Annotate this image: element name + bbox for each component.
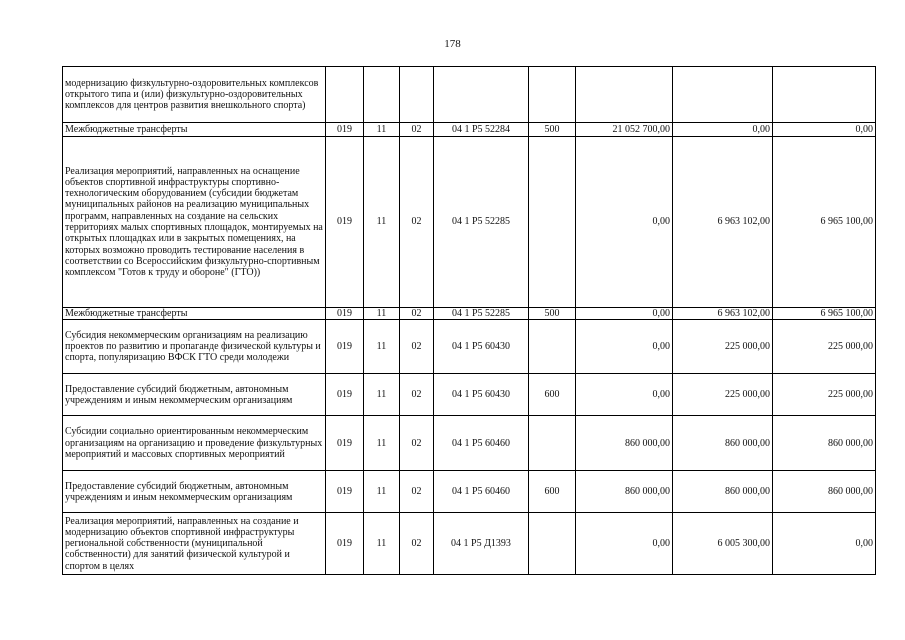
table-row [63,320,876,374]
grbs-code-cell: 019 [326,374,364,416]
expense-type-cell [529,67,576,123]
grbs-code-cell: 019 [326,416,364,471]
amount-year1-cell: 0,00 [576,137,673,308]
amount-year3-cell: 225 000,00 [773,320,876,374]
section-code-cell: 11 [364,374,400,416]
subsection-code-cell [400,67,434,123]
row-name-cell: Реализация мероприятий, направленных на создание и модернизацию объектов спортивной инфраструктуры региональной собственности (муниципальной собственности) для занятий физической культурой и спортом в целях [63,513,326,575]
row-name-cell: Реализация мероприятий, направленных на оснащение объектов спортивной инфраструктуры спортивно-технологическим оборудованием (субсидии бюджетам муниципальных районов на реализацию муниципальных программ, направленных на создание на сельских территориях малых спортивных площадок, монтируемых на открытых площадках или в закрытых помещениях, на которых возможно проводить тестирование населения в соответствии со Всероссийским физкультурно-спортивным комплексом "Готов к труду и обороне" (ГТО)) [63,137,326,308]
amount-year1-cell [576,67,673,123]
table-row [63,123,876,137]
amount-year2-cell: 0,00 [673,123,773,137]
row-name-cell: Субсидия некоммерческим организациям на реализацию проектов по развитию и пропаганде физической культуры и спорта, популяризацию ВФСК ГТО среди молодежи [63,320,326,374]
section-code-cell: 11 [364,471,400,513]
amount-year2-cell: 6 963 102,00 [673,308,773,320]
row-name-cell: Предоставление субсидий бюджетным, автономным учреждениям и иным некоммерческим организациям [63,471,326,513]
page-number: 178 [444,38,461,50]
expense-type-cell: 600 [529,471,576,513]
amount-year2-cell: 860 000,00 [673,416,773,471]
subsection-code-cell: 02 [400,471,434,513]
table-row [63,308,876,320]
table-row [63,137,876,308]
subsection-code-cell: 02 [400,308,434,320]
table-row [63,416,876,471]
amount-year3-cell: 860 000,00 [773,471,876,513]
row-name-cell: Межбюджетные трансферты [63,123,326,137]
expense-type-cell: 500 [529,308,576,320]
grbs-code-cell: 019 [326,123,364,137]
row-name-cell: Предоставление субсидий бюджетным, автономным учреждениям и иным некоммерческим организациям [63,374,326,416]
table-row [63,374,876,416]
target-article-cell: 04 1 Р5 60430 [434,320,529,374]
amount-year2-cell [673,67,773,123]
section-code-cell: 11 [364,416,400,471]
subsection-code-cell: 02 [400,513,434,575]
expense-type-cell [529,320,576,374]
amount-year1-cell: 0,00 [576,308,673,320]
row-name-cell: модернизацию физкультурно-оздоровительных комплексов открытого типа и (или) физкультурно-оздоровительных комплексов для центров развития внешкольного спорта) [63,67,326,123]
target-article-cell: 04 1 Р5 60460 [434,416,529,471]
amount-year3-cell: 860 000,00 [773,416,876,471]
section-code-cell: 11 [364,513,400,575]
amount-year3-cell: 0,00 [773,123,876,137]
amount-year1-cell: 0,00 [576,513,673,575]
amount-year3-cell [773,67,876,123]
grbs-code-cell: 019 [326,471,364,513]
amount-year2-cell: 6 005 300,00 [673,513,773,575]
amount-year2-cell: 225 000,00 [673,320,773,374]
amount-year1-cell: 860 000,00 [576,471,673,513]
grbs-code-cell: 019 [326,513,364,575]
grbs-code-cell: 019 [326,320,364,374]
target-article-cell: 04 1 Р5 Д1393 [434,513,529,575]
amount-year1-cell: 21 052 700,00 [576,123,673,137]
table-body [63,67,876,575]
subsection-code-cell: 02 [400,416,434,471]
amount-year2-cell: 860 000,00 [673,471,773,513]
subsection-code-cell: 02 [400,374,434,416]
expense-type-cell [529,513,576,575]
amount-year1-cell: 0,00 [576,320,673,374]
subsection-code-cell: 02 [400,123,434,137]
amount-year3-cell: 0,00 [773,513,876,575]
expense-type-cell [529,416,576,471]
target-article-cell: 04 1 Р5 60460 [434,471,529,513]
section-code-cell [364,67,400,123]
target-article-cell: 04 1 Р5 60430 [434,374,529,416]
table-row [63,513,876,575]
amount-year1-cell: 0,00 [576,374,673,416]
grbs-code-cell: 019 [326,308,364,320]
section-code-cell: 11 [364,137,400,308]
row-name-cell: Межбюджетные трансферты [63,308,326,320]
expense-type-cell [529,137,576,308]
expense-type-cell: 500 [529,123,576,137]
table-row [63,471,876,513]
table-row [63,67,876,123]
section-code-cell: 11 [364,320,400,374]
amount-year3-cell: 225 000,00 [773,374,876,416]
target-article-cell: 04 1 Р5 52285 [434,308,529,320]
row-name-cell: Субсидии социально ориентированным некоммерческим организациям на организацию и проведение физкультурных мероприятий и массовых спортивных мероприятий [63,416,326,471]
target-article-cell [434,67,529,123]
target-article-cell: 04 1 Р5 52284 [434,123,529,137]
subsection-code-cell: 02 [400,320,434,374]
amount-year1-cell: 860 000,00 [576,416,673,471]
section-code-cell: 11 [364,308,400,320]
amount-year2-cell: 6 963 102,00 [673,137,773,308]
grbs-code-cell: 019 [326,137,364,308]
section-code-cell: 11 [364,123,400,137]
grbs-code-cell [326,67,364,123]
amount-year3-cell: 6 965 100,00 [773,137,876,308]
subsection-code-cell: 02 [400,137,434,308]
budget-table [62,66,876,575]
amount-year2-cell: 225 000,00 [673,374,773,416]
expense-type-cell: 600 [529,374,576,416]
target-article-cell: 04 1 Р5 52285 [434,137,529,308]
amount-year3-cell: 6 965 100,00 [773,308,876,320]
